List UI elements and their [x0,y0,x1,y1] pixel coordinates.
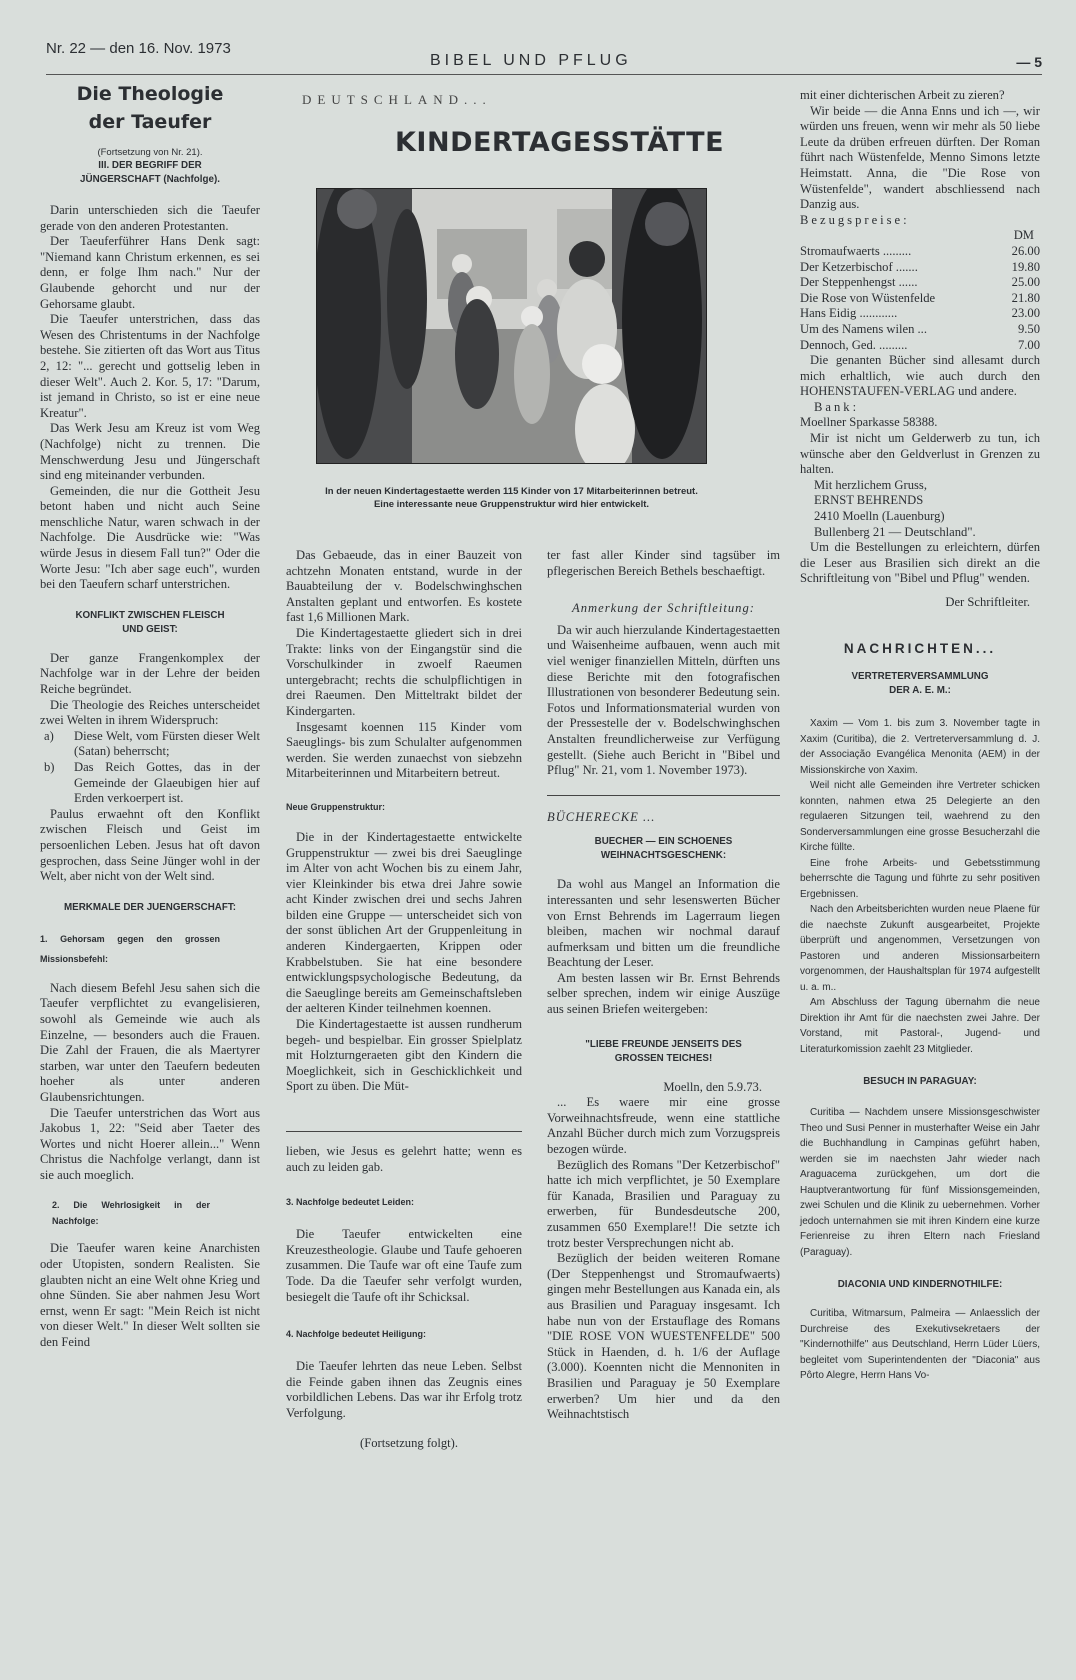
price-row: Der Ketzerbischof ....... 19.80 [800,259,1040,274]
column-rule [547,795,780,796]
section-kicker: DEUTSCHLAND... [302,92,492,107]
paragraph: Insgesamt koennen 115 Kinder vom Saeuglings- bis zum Schulalter aufgenommen werden. Sie werden zunaechst von siebzehn Mitarbeiterinnen und Mitarbeitern betreut. [286,719,522,781]
continued-note: (Fortsetzung folgt). [360,1435,458,1450]
sender-address: 2410 Moelln (Lauenburg) [814,509,945,524]
paragraph: Bezüglich des Romans "Der Ketzerbischof" hatte ich mich verpflichtet, je 50 Exemplare für Kanada, Brasilien und Paraguay zu erwerben, für Bundesdeutsche 200, zusammen 650 Exemplare!! Die setzte ich trotz bester Versprechungen nicht ab. [547,1157,780,1250]
photo-caption: In der neuen Kindertagestaette werden 115 Kinder von 17 Mitarbeiterinnen betreut. Eine interessante neue Gruppenstruktur wird hier entwickelt. [325,486,698,510]
price-list [800,244,1040,353]
books-corner-heading: BÜCHERECKE ... [547,809,656,824]
column-kita [286,548,522,1451]
article-title: Die Theologie der Taeufer [76,83,224,133]
news-paragraph: Curitiba, Witmarsum, Palmeira — Anlaesslich der Durchreise des Exekutivsekretaers der "Kindernothilfe" aus Deutschland, Herrn Lüder Lüers, begleitet vom Superintendenten der "Diaconia" aus Pôrto Alegre, Herrn Hans Vo- [800,1308,1040,1382]
price-row: Um des Namens wilen ... 9.50 [800,321,1040,336]
column-theology [40,80,260,1351]
column-books [547,548,780,1423]
article-headline: KINDERTAGESSTÄTTE [395,127,725,158]
editor-note-heading: Anmerkung der Schriftleitung: [572,601,755,616]
photo-illustration [317,189,707,464]
paragraph: Der Taeuferführer Hans Denk sagt: "Niemand kann Christum erkennen, es sei denn, er folge Ihm nach." Nur der Glaubende gehorcht und nur der Gehorsame glaubt. [40,234,260,311]
paragraph: Da wir auch hierzulande Kindertagestaetten und Waisenheime aufbauen, wenn auch mit viel weniger finanziellen Mitteln, dürften uns diese Berichte mit den fotografischen Illustrationen von besonderer Bedeutung sein. Fotos und Informationsmaterial wurden von der Pressestelle der v. Bodelschwinghschen Anstalten freundlicherweise zur Verfügung gestellt. (Siehe auch Bericht in "Bibel und Pflug" Nr. 21, vom 1. November 1973). [547,622,780,778]
article-subtitle: (Fortsetzung von Nr. 21). [97,147,203,158]
paragraph: ter fast aller Kinder sind tagsüber im pflegerischen Bereich Bethels beschaeftigt. [547,548,780,578]
header-rule [46,74,1042,75]
letter-date: Moelln, den 5.9.73. [663,1079,762,1094]
paragraph: Die in der Kindertagestaette entwickelte Gruppenstruktur — zwei bis drei Saeuglinge im Alter von acht Wochen bis zu einem Jahr, vier Kleinkinder bis etwa drei Jahre sowie acht Kinder zwischen drei und sechs Jahren bilden eine Gruppe — unterscheidet sich von der sonst üblichen Art der Gruppenleitung in anderen Kindergaerten, Krippen oder Krabbelstuben. Sie hat eine besondere entwicklungspsychologische Bedeutung, da die Saeuglinge bereits am Gemeinschaftsleben der aelteren Kinder teilnehmen koennen. [286,829,522,1016]
column-rule [286,1131,522,1132]
page-number: — 5 [1016,54,1042,70]
list [44,729,260,807]
news-paragraph: Xaxim — Vom 1. bis zum 3. November tagte in Xaxim (Curitiba), die 2. Vertreterversammlung d. J. der Associação Evangélica Menonita (AEM) in der Missionskirche von Xaxim. [800,718,1040,776]
paragraph: Der ganze Frangenkomplex der Nachfolge war in der Lehre der beiden Reiche begründet. [40,650,260,697]
section-heading: BUECHER — EIN SCHOENES WEIHNACHTSGESCHENK: [594,836,733,862]
paragraph: Die Kindertagestaette ist aussen rundherum begeh- und bespielbar. Ein grosser Spielplatz mit Holzturngeraeten gibt den Kindern die Moeglichkeit, sich in Geschicklichkeit und Sport zu üben. Die Müt- [286,1017,522,1094]
news-paragraph: Eine frohe Arbeits- und Gebetsstimmung beherrschte die Tagung und führte zu sehr positiven Ergebnissen. [800,857,1040,900]
news-paragraph: Curitiba — Nachdem unsere Missionsgeschwister Theo und Susi Penner in musterhafter Weise ein Jahr die Buchhandlung in Campinas geführt haben, werden sie im naechsten Jahr wieder nach Araguacema zurückgehen, um dort die Hauptverantwortung für fünf Missionsgemeinden, zwei Schulen und die Klinik zu uebernehmen. Vorher jedoch unternahmen sie mit ihren Kindern eine kurze Ferienreise zu ihren Eltern nach Friesland (Paraguay). [800,1107,1040,1258]
paragraph: Um die Bestellungen zu erleichtern, dürfen die Leser aus Brasilien sich direkt an die Schriftleitung von "Bibel und Pflug" wenden. [800,540,1040,586]
paragraph: Paulus erwaehnt oft den Konflikt zwischen Fleisch und Geist im persoenlichen Leben. Jesus hat oft davon gesprochen, dass Seine Jünger wohl in der Welt, aber nicht von der Welt sind. [40,806,260,884]
paragraph: Bezüglich der beiden weiteren Romane (Der Steppenhengst und Stromaufwaerts) gingen mehr Bestellungen aus Kanada ein, als aus Brasilien und Paraguay insgesamt. Ich habe nun von der Erstauflage des Romans "DIE ROSE VON WUESTENFELDE" 500 Stück in Haenden, d. h. 1/6 der Auflage (3.000). Koennten nicht die Mennoniten in Brasilien und Paraguay je 50 Exemplare erwerben? Um hier und da den Weihnachtstisch [547,1251,780,1422]
bank-label: Bank: [814,399,860,414]
paragraph: ... Es waere mir eine grosse Vorweihnachtsfreude, wenn eine stattliche Anzahl Bücher durch mich zum Vorzugspreis bezogen würde. [547,1095,780,1157]
list-item: a) Diese Welt, vom Fürsten dieser Welt (Satan) beherrscht; [44,728,260,759]
paragraph: Das Gebaeude, das in einer Bauzeit von achtzehn Monaten entstand, wurde in der Bauabteilung der v. Bodelschwinghschen Anstalten geplant und entworfen. Es kostete fast 1,6 Millionen Mark. [286,548,522,625]
price-row: Der Steppenhengst ...... 25.00 [800,275,1040,290]
paragraph: Mir ist nicht um Gelderwerb zu tun, ich wünsche aber den Geldverlust in Grenzen zu halten. [800,431,1040,477]
greeting: Mit herzlichem Gruss, [814,477,927,492]
paragraph: Das Werk Jesu am Kreuz ist vom Weg (Nachfolge) nicht zu trennen. Die Menschwerdung Jesu und Jüngerschaft sind eng miteinander verbunden. [40,421,260,483]
price-row: Dennoch, Ged. ......... 7.00 [800,337,1040,352]
paragraph: Da wohl aus Mangel an Information die interessanten und sehr lesenswerten Bücher von Ernst Behrends im Lagerraum liegen bleiben, machen wir nochmal darauf aufmerksam und bitten um die freundliche Beachtung der Leser. [547,877,780,970]
section-heading: BESUCH IN PARAGUAY: [863,1076,977,1088]
price-row: Hans Eidig ............ 23.00 [800,306,1040,321]
price-row: Die Rose von Wüstenfelde 21.80 [800,290,1040,305]
newspaper-title: BIBEL UND PFLUG [430,52,632,69]
editor-signature: Der Schriftleiter. [945,595,1030,609]
subsection-heading: 4. Nachfolge bedeutet Heiligung: [286,1329,427,1340]
news-paragraph: Weil nicht alle Gemeinden ihre Vertreter schicken konnten, nahmen etwa 25 Delegierte an den regulaeren Sitzungen teil, waehrend zu den Sonderversammlungen eine grosse Besucherzahl die Kirche füllte. [800,780,1040,854]
paragraph: Die Taeufer entwickelten eine Kreuzestheologie. Glaube und Taufe gehoeren zusammen. Die Taufe war oft eine Taufe zum Tode. Da die Taeufer sehr verfolgt wurden, besiegelt die Taufe oft ihr Schicksal. [286,1227,522,1304]
paragraph: Gemeinden, die nur die Gottheit Jesu betont haben und nicht auch Seine menschliche Natur, waren schwach in der Nachfolge. Die Ausdrücke wie: "Was würde Jesus in diesem Fall tun?" Oder die Worte Jesu: "Ich aber sage euch", wurden bei den Taeufern scharf unterstrichen. [40,483,260,592]
kindergarten-photo [316,188,707,464]
column-right [800,88,1040,1384]
sender-name: ERNST BEHRENDS [814,493,924,508]
paragraph: Die genanten Bücher sind allesamt durch mich erhaltlich, wie auch durch den HOHENSTAUFEN-VERLAG und andere. [800,353,1040,399]
paragraph: Die Taeufer unterstrichen das Wort aus Jakobus 1, 22: "Seid aber Taeter des Wortes und nicht Hoerer allein..." Wenn Christus die Nachfolge verlangt, dann ist sie auch moeglich. [40,1105,260,1182]
news-heading: NACHRICHTEN... [843,640,997,656]
subsection-heading: 2. Die Wehrlosigkeit in der Nachfolge: [52,1200,210,1227]
subsection-heading: 1. Gehorsam gegen den grossen Missionsbefehl: [40,933,220,964]
letter-heading: "LIEBE FREUNDE JENSEITS DES GROSSEN TEICHES! [585,1038,742,1064]
paragraph: Darin unterschieden sich die Taeufer gerade von den anderen Protestanten. [40,203,260,233]
section-heading: KONFLIKT ZWISCHEN FLEISCH UND GEIST: [75,609,225,635]
news-paragraph: Nach den Arbeitsberichten wurden neue Plaene für die naechste Zukunft ausgearbeitet, Projekte überprüft und angenommen, Versetzungen von Pastoren und anderen Missionsarbeitern vorgenommen, der Haushaltsplan für 1974 aufgestellt u. a. m.. [800,904,1040,993]
bank-name: Moellner Sparkasse 58388. [800,415,938,430]
paragraph: Am besten lassen wir Br. Ernst Behrends selber sprechen, indem wir einige Auszüge aus seinen Briefen weitergeben: [547,970,780,1017]
issue-date: Nr. 22 — den 16. Nov. 1973 [46,40,231,57]
list-item: b) Das Reich Gottes, das in der Gemeinde der Glaeubigen hier auf Erden verkoerpert ist. [44,760,260,806]
paragraph: Wir beide — die Anna Enns und ich —, wir würden uns freuen, wenn wir mehr als 50 liebe Leute da drüben erfreuen dürften. Der Roman führt nach Wüstenfelde, Menno Simons letzte Heimstatt. Anna, die "Die Rose von Wüstenfelde", wandert abschliessend nach Danzig aus. [800,103,1040,212]
subsection-heading: Neue Gruppenstruktur: [286,801,386,812]
price-row: Stromaufwaerts ......... 26.00 [800,243,1040,258]
sender-address: Bullenberg 21 — Deutschland". [814,524,976,539]
paragraph: lieben, wie Jesus es gelehrt hatte; wenn es auch zu leiden gab. [286,1144,522,1174]
section-heading: VERTRETERVERSAMMLUNG DER A. E. M.: [851,671,989,697]
paragraph: Die Taeufer lehrten das neue Leben. Selbst die Feinde gaben ihnen das Zeugnis eines vorbildlichen Lebens. Das war ihr Erfolg trotz Verfolgung. [286,1359,522,1420]
section-heading: MERKMALE DER JUENGERSCHAFT: [64,901,236,913]
section-heading: DIACONIA UND KINDERNOTHILFE: [837,1279,1003,1291]
news-paragraph: Am Abschluss der Tagung übernahm die neue Direktion ihr Amt für die naechsten zwei Jahre. Der Vorstand, mit Pastoral-, Jugend- und Literaturkomission zaehlt 23 Mitglieder. [800,997,1040,1055]
section-heading: III. DER BEGRIFF DER JÜNGERSCHAFT (Nachfolge). [80,160,220,185]
paragraph: Die Kindertagestaette gliedert sich in drei Trakte: links von der Eingangstür sind die Vorschulkinder in zwoelf Raeumen untergebracht; rechts die schulpflichtigen in drei Raeumen. Den Mitteltrakt bildet der Kindergarten. [286,625,522,718]
paragraph: Nach diesem Befehl Jesu sahen sich die Taeufer verpflichtet zu evangelisieren, sowohl als Gemeinde wie auch als Einzelne, — besonders auch die Frauen. Die Zahl der Frauen, die als Maertyrer starben, war unter den Taeufern bedeuten hoeher als unter anderen Glaubensrichtungen. [40,980,260,1104]
paragraph: mit einer dichterischen Arbeit zu zieren? [800,88,1005,102]
page-header [46,38,1042,78]
prices-heading: Bezugspreise: [800,212,910,227]
paragraph: Die Taeufer waren keine Anarchisten oder Utopisten, sondern Realisten. Sie glaubten nicht an eine Welt ohne Krieg und ohne Sünden. Sie aber nahmen Jesu Wort ernst, wenn Er sagt: "Mein Reich ist nicht von dieser Welt." In dieser Welt sollten sie den Feind [40,1241,260,1350]
paragraph: Die Taeufer unterstrichen, dass das Wesen des Christentums in der Nachfolge bestehe. Sie zitierten oft das Wort aus Titus 2, 12: "... gerecht und gottselig leben in dieser Welt". Auch 2. Kor. 5, 17: "Darum, ist jemand in Christo, so ist er eine neue Kreatur". [40,312,260,420]
currency-label: DM [1013,228,1034,243]
paragraph: Die Theologie des Reiches unterscheidet zwei Welten in ihrem Widerspruch: [40,697,260,728]
subsection-heading: 3. Nachfolge bedeutet Leiden: [286,1197,415,1208]
